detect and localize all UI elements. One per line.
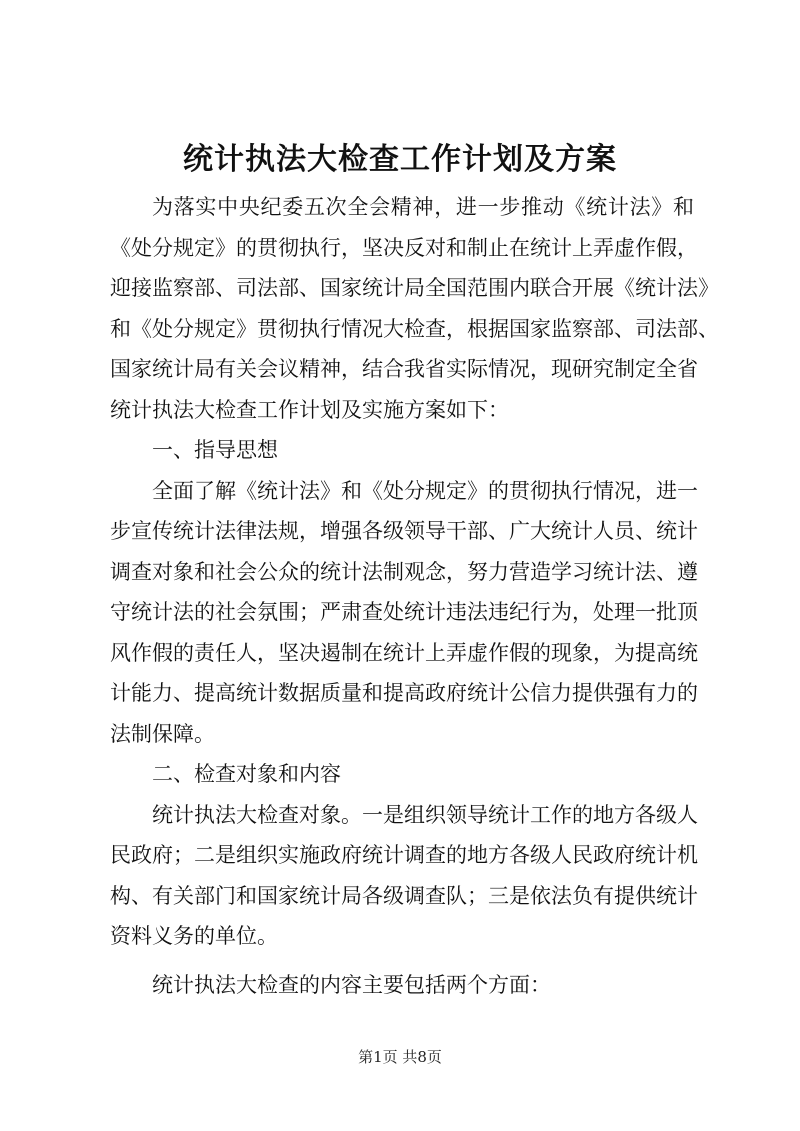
paragraph-line: 资料义务的单位。 [110,924,278,948]
paragraph-line: 步宣传统计法律法规，增强各级领导干部、广大统计人员、统计 [110,519,698,543]
paragraph-line: 统计执法大检查工作计划及实施方案如下： [110,397,509,422]
paragraph-line: 《处分规定》的贯彻执行，坚决反对和制止在统计上弄虚作假， [110,235,698,260]
paragraph-line: 法制保障。 [110,721,215,746]
paragraph-line: 全面了解《统计法》和《处分规定》的贯彻执行情况，进一 [152,478,698,503]
section-heading: 一、指导思想 [152,438,278,462]
page-footer: 第1页 共8页 [358,1048,442,1066]
paragraph-line: 统计执法大检查的内容主要包括两个方面： [152,972,551,997]
document-body [110,187,719,1005]
paragraph-line: 统计执法大检查对象。一是组织领导统计工作的地方各级人 [152,802,698,827]
paragraph-line: 国家统计局有关会议精神，结合我省实际情况，现研究制定全省 [110,357,698,381]
paragraph-line: 为落实中央纪委五次全会精神，进一步推动《统计法》和 [152,195,694,219]
paragraph-line: 计能力、提高统计数据质量和提高政府统计公信力提供强有力的 [110,681,698,705]
document-title: 统计执法大检查工作计划及方案 [183,142,617,177]
paragraph-line: 构、有关部门和国家统计局各级调查队；三是依法负有提供统计 [110,883,698,908]
paragraph-line: 调查对象和社会公众的统计法制观念，努力营造学习统计法、遵 [110,559,698,584]
paragraph-line: 迎接监察部、司法部、国家统计局全国范围内联合开展《统计法》 [110,276,719,300]
paragraph-line: 风作假的责任人，坚决遏制在统计上弄虚作假的现象，为提高统 [110,640,698,665]
paragraph-line: 守统计法的社会氛围；严肃查处统计违法违纪行为，处理一批顶 [110,600,698,624]
section-heading: 二、检查对象和内容 [152,762,341,786]
paragraph-line: 民政府；二是组织实施政府统计调查的地方各级人民政府统计机 [110,843,698,867]
paragraph-line: 和《处分规定》贯彻执行情况大检查，根据国家监察部、司法部、 [110,316,719,341]
